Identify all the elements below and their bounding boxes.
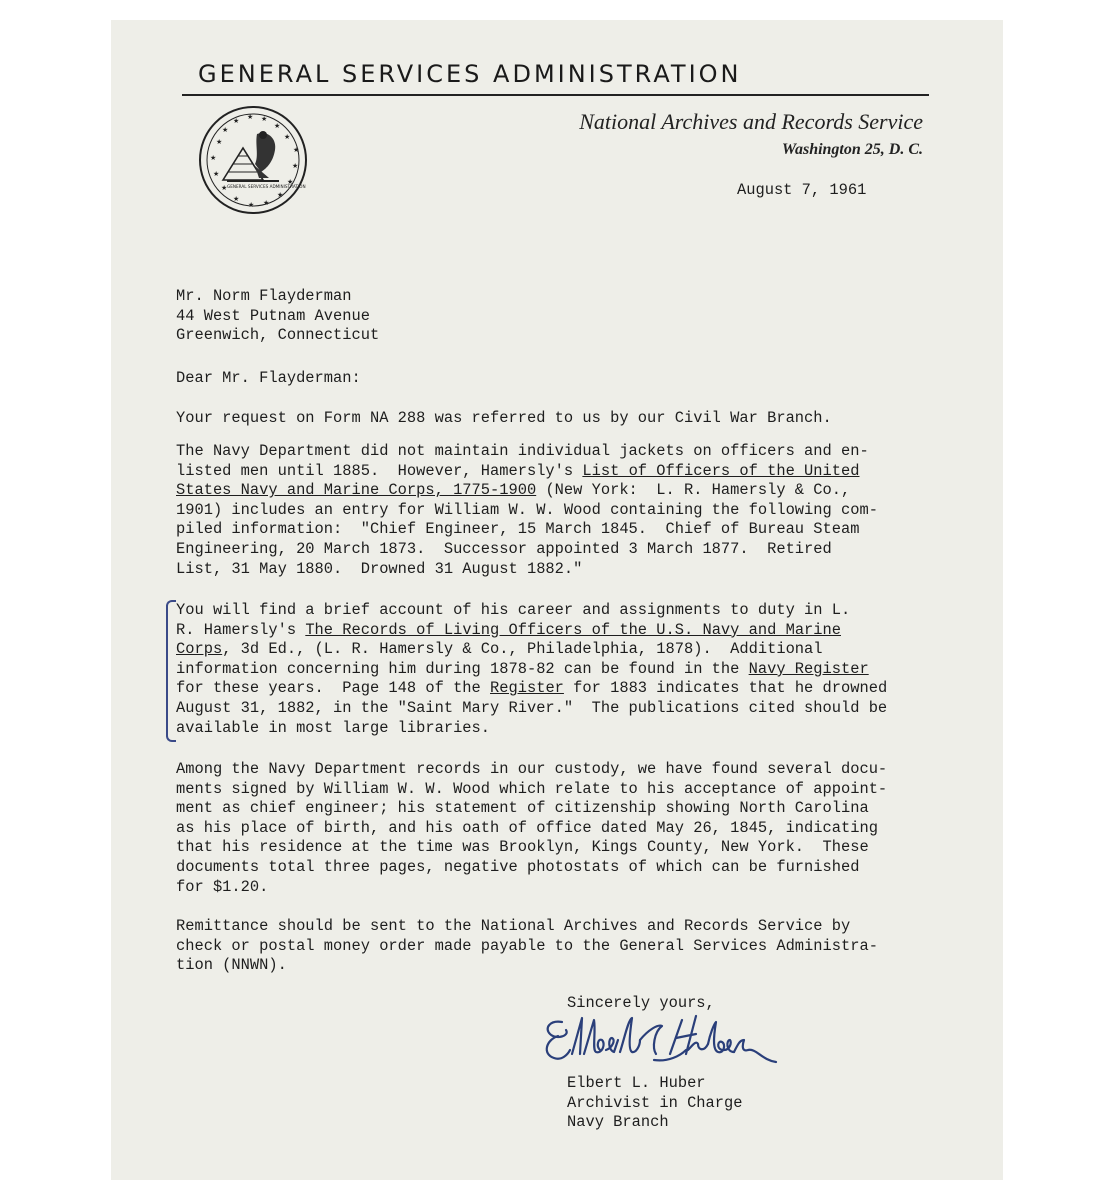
- signer-title: Archivist in Charge: [567, 1093, 743, 1112]
- letterhead-rule: [182, 94, 929, 96]
- p3-line: available in most large libraries.: [176, 718, 491, 737]
- signer-name: Elbert L. Huber: [567, 1074, 706, 1092]
- p2-text: (New York: L. R. Hamersly & Co.,: [536, 481, 851, 500]
- p5-line: tion (NNWN).: [176, 956, 287, 975]
- p2-line: Engineering, 20 March 1873. Successor appointed 3 March 1877. Retired: [176, 539, 832, 558]
- margin-bracket-mark: [166, 600, 176, 742]
- svg-text:★: ★: [213, 170, 220, 178]
- svg-text:★: ★: [277, 191, 284, 199]
- paragraph-remittance: [176, 917, 878, 976]
- p2-line: List, 31 May 1880. Drowned 31 August 1882.": [176, 559, 583, 578]
- p4-line: Among the Navy Department records in our custody, we have found several docu-: [176, 760, 888, 778]
- p5-line: check or postal money order made payable to the General Services Administra-: [176, 936, 878, 955]
- svg-text:★: ★: [287, 178, 294, 186]
- svg-text:★: ★: [233, 195, 240, 203]
- recipient-name: Mr. Norm Flayderman: [176, 287, 352, 305]
- svg-text:★: ★: [274, 122, 281, 130]
- p2-line: [176, 462, 878, 482]
- svg-text:★: ★: [210, 154, 217, 162]
- paragraph-career-account: [176, 601, 887, 738]
- agency-heading: GENERAL SERVICES ADMINISTRATION: [198, 60, 742, 88]
- p3-text: , 3d Ed., (L. R. Hamersly & Co., Philadelphia, 1878). Additional: [222, 640, 823, 659]
- svg-text:★: ★: [222, 126, 229, 134]
- p3-text: information concerning him during 1878-82 can be found in the: [176, 659, 749, 678]
- p2-line: 1901) includes an entry for William W. W. Wood containing the following com-: [176, 500, 878, 519]
- p3-line: August 31, 1882, in the "Saint Mary River." The publications cited should be: [176, 698, 888, 717]
- p3-line: You will find a brief account of his career and assignments to duty in L.: [176, 601, 851, 619]
- p2-line: piled information: "Chief Engineer, 15 March 1845. Chief of Bureau Steam: [176, 520, 860, 539]
- signer-branch: Navy Branch: [567, 1113, 669, 1132]
- p3-text: R. Hamersly's: [176, 620, 306, 639]
- service-name: National Archives and Records Service: [579, 109, 923, 134]
- p3-line: [176, 679, 887, 699]
- svg-text:★: ★: [261, 115, 268, 123]
- closing: Sincerely yours,: [567, 994, 715, 1012]
- svg-text:★: ★: [292, 162, 299, 170]
- book-title-underlined: The Records of Living Officers of the U.S. Navy and Marine: [305, 620, 841, 639]
- svg-text:★: ★: [216, 138, 223, 146]
- paragraph-navy-department: [176, 442, 878, 579]
- service-city: Washington 25, D. C.: [781, 141, 923, 158]
- svg-text:★: ★: [247, 113, 254, 121]
- p2-text: listed men until 1885. However, Hamersly's: [176, 461, 583, 480]
- signature-block: [567, 1074, 742, 1133]
- p3-line: [176, 660, 887, 680]
- recipient-address: [176, 287, 379, 346]
- svg-text:★: ★: [293, 146, 300, 154]
- recipient-city: Greenwich, Connecticut: [176, 326, 380, 345]
- svg-text:★: ★: [233, 117, 240, 125]
- book-title-underlined: Navy Register: [748, 659, 869, 678]
- seal-text: GENERAL SERVICES ADMINISTRATION: [227, 184, 306, 189]
- p3-text: for 1883 indicates that he drowned: [563, 679, 888, 698]
- book-title-underlined: Corps: [176, 640, 223, 659]
- p4-line: for $1.20.: [176, 877, 269, 896]
- p4-line: as his place of birth, and his oath of office dated May 26, 1845, indicating: [176, 818, 878, 837]
- p3-text: for these years. Page 148 of the: [176, 679, 491, 698]
- p5-line: Remittance should be sent to the National Archives and Records Service by: [176, 917, 851, 935]
- p3-line: [176, 640, 887, 660]
- p4-line: documents total three pages, negative photostats of which can be furnished: [176, 857, 860, 876]
- p4-line: ment as chief engineer; his statement of citizenship showing North Carolina: [176, 799, 869, 818]
- svg-text:★: ★: [248, 201, 255, 209]
- svg-text:★: ★: [284, 133, 291, 141]
- book-title-underlined: Register: [490, 679, 564, 698]
- p4-line: ments signed by William W. W. Wood which relate to his acceptance of appoint-: [176, 779, 888, 798]
- recipient-street: 44 West Putnam Avenue: [176, 306, 370, 325]
- paragraph-records-found: [176, 760, 887, 897]
- salutation: Dear Mr. Flayderman:: [176, 369, 361, 387]
- p2-line: [176, 481, 878, 501]
- letter-date: August 7, 1961: [737, 181, 867, 199]
- svg-text:★: ★: [263, 199, 270, 207]
- p4-line: that his residence at the time was Brooklyn, Kings County, New York. These: [176, 838, 869, 857]
- paragraph-request: Your request on Form NA 288 was referred to us by our Civil War Branch.: [176, 409, 832, 427]
- p2-line: The Navy Department did not maintain individual jackets on officers and en-: [176, 442, 869, 460]
- gsa-seal-icon: [197, 104, 309, 216]
- p3-line: [176, 621, 887, 641]
- svg-text:★: ★: [221, 184, 228, 192]
- book-title-underlined: States Navy and Marine Corps, 1775-1900: [176, 481, 537, 500]
- book-title-underlined: List of Officers of the United: [582, 461, 860, 480]
